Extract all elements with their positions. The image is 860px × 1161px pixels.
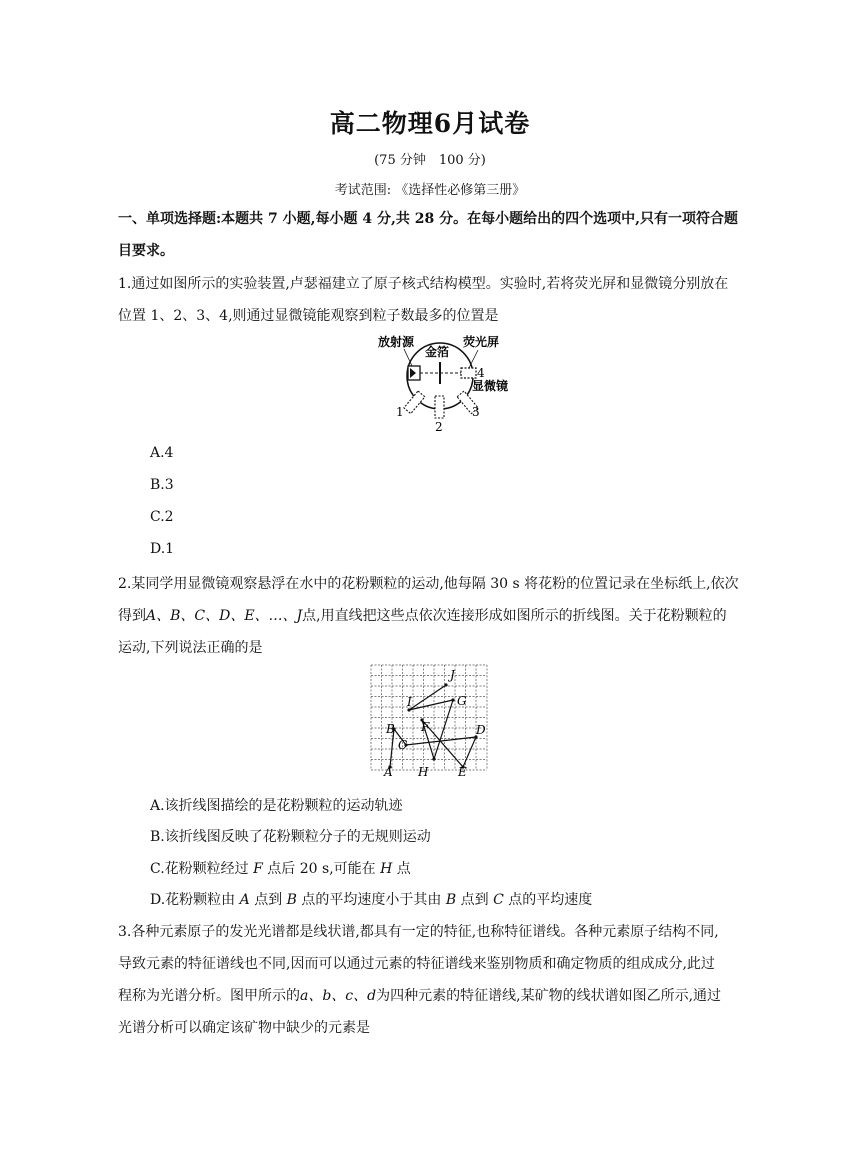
q2-optd-b2: B bbox=[445, 892, 457, 908]
point-label-b: B bbox=[386, 722, 395, 736]
q3-stem-line4: 光谱分析可以确定该矿物中缺少的元素是 bbox=[118, 1020, 370, 1036]
q2-stem-line1: 2.某同学用显微镜观察悬浮在水中的花粉颗粒的运动,他每隔 30 s 将花粉的位置记录在坐标纸上,依次 bbox=[118, 576, 739, 592]
q2-stem-line3: 运动,下列说法正确的是 bbox=[118, 640, 263, 656]
q1-option-b[interactable]: B.3 bbox=[150, 477, 174, 493]
point-label-j: J bbox=[450, 668, 455, 682]
point-label-f: F bbox=[421, 720, 430, 734]
q3-stem-line2: 导致元素的特征谱线也不同,因而可以通过元素的特征谱线来鉴别物质和确定物质的组成成分,此过 bbox=[118, 956, 715, 972]
label-microscope: 显微镜 bbox=[472, 379, 509, 393]
q2-optd-mid1: 点到 bbox=[254, 892, 283, 908]
point-label-h: H bbox=[418, 765, 429, 777]
q2-optd-c: C bbox=[493, 892, 504, 908]
q2-optd-a: A bbox=[239, 892, 250, 908]
q3-stem-line3 bbox=[118, 985, 721, 1005]
q2-optc-h: H bbox=[380, 861, 393, 877]
q2-optc-mid: 点后 20 s,可能在 bbox=[267, 861, 376, 877]
section-heading-line1: 一、单项选择题:本题共 7 小题,每小题 4 分,共 28 分。在每小题给出的四个选项中,只有一项符合题 bbox=[118, 211, 738, 227]
q2-stem-line2 bbox=[118, 605, 727, 625]
exam-duration: (75 分钟 100 分) bbox=[374, 153, 486, 168]
label-pos2: 2 bbox=[435, 420, 443, 434]
q1-option-a[interactable]: A.4 bbox=[150, 445, 174, 461]
q2-optc-f: F bbox=[253, 861, 263, 877]
q3-stem-line1: 3.各种元素原子的发光光谱都是线状谱,都具有一定的特征,也称特征谱线。各种元素原子结构不同, bbox=[118, 924, 719, 940]
grid-lines bbox=[371, 665, 487, 770]
point-label-e: E bbox=[458, 765, 467, 777]
exam-scope: 考试范围: 《选择性必修第三册》 bbox=[334, 183, 526, 198]
source-leader bbox=[404, 349, 412, 366]
point-label-g: G bbox=[457, 694, 467, 708]
q1-option-c[interactable]: C.2 bbox=[150, 509, 174, 525]
point-label-d: D bbox=[476, 723, 486, 737]
q2-line2-post: 点,用直线把这些点依次连接形成如图所示的折线图。关于花粉颗粒的 bbox=[302, 608, 727, 624]
q1-rutherford-figure bbox=[370, 332, 520, 436]
q2-option-d[interactable] bbox=[150, 889, 592, 909]
q3-line3-pre: 程称为光谱分析。图甲所示的 bbox=[118, 988, 300, 1004]
q2-optd-pre: D.花粉颗粒由 bbox=[150, 892, 236, 908]
q2-option-b[interactable]: B.该折线图反映了花粉颗粒分子的无规则运动 bbox=[150, 829, 431, 845]
label-pos1: 1 bbox=[396, 405, 404, 419]
point-label-a: A bbox=[384, 765, 393, 777]
q2-point-list: A、B、C、D、E、…、J bbox=[146, 608, 303, 624]
q2-line2-pre: 得到 bbox=[118, 608, 146, 624]
position-4-box bbox=[461, 368, 476, 378]
q3-line3-vars: a、b、c、d bbox=[300, 988, 377, 1004]
label-pos3: 3 bbox=[472, 405, 480, 419]
q1-stem-line1: 1.通过如图所示的实验装置,卢瑟福建立了原子核式结构模型。实验时,若将荧光屏和显微镜分别放在 bbox=[118, 276, 729, 292]
section-heading-line2: 目要求。 bbox=[118, 243, 174, 259]
label-pos4: 4 bbox=[477, 366, 485, 380]
q2-option-c[interactable] bbox=[150, 858, 411, 878]
q2-brownian-figure bbox=[369, 663, 490, 777]
q2-optc-post: 点 bbox=[396, 861, 411, 877]
point-label-c: C bbox=[398, 738, 408, 752]
position-2-box bbox=[435, 396, 444, 418]
q2-optc-pre: C.花粉颗粒经过 bbox=[150, 861, 249, 877]
label-foil: 金箔 bbox=[425, 345, 450, 359]
point-label-i: I bbox=[407, 695, 412, 709]
label-source: 放射源 bbox=[378, 335, 415, 349]
q2-optd-post: 点的平均速度 bbox=[508, 892, 593, 908]
q2-optd-mid3: 点到 bbox=[460, 892, 489, 908]
q1-stem-line2: 位置 1、2、3、4,则通过显微镜能观察到粒子数最多的位置是 bbox=[118, 308, 499, 324]
point-labels bbox=[383, 668, 486, 777]
q2-optd-b1: B bbox=[286, 892, 297, 908]
q3-line3-post: 为四种元素的特征谱线,某矿物的线状谱如图乙所示,通过 bbox=[376, 988, 722, 1004]
exam-title: 高二物理6月试卷 bbox=[329, 109, 531, 138]
q2-option-a[interactable]: A.该折线图描绘的是花粉颗粒的运动轨迹 bbox=[150, 798, 403, 814]
q1-option-d[interactable]: D.1 bbox=[150, 541, 175, 557]
q2-optd-mid2: 点的平均速度小于其由 bbox=[301, 892, 442, 908]
position-1-box bbox=[404, 391, 425, 414]
label-screen: 荧光屏 bbox=[463, 335, 500, 349]
